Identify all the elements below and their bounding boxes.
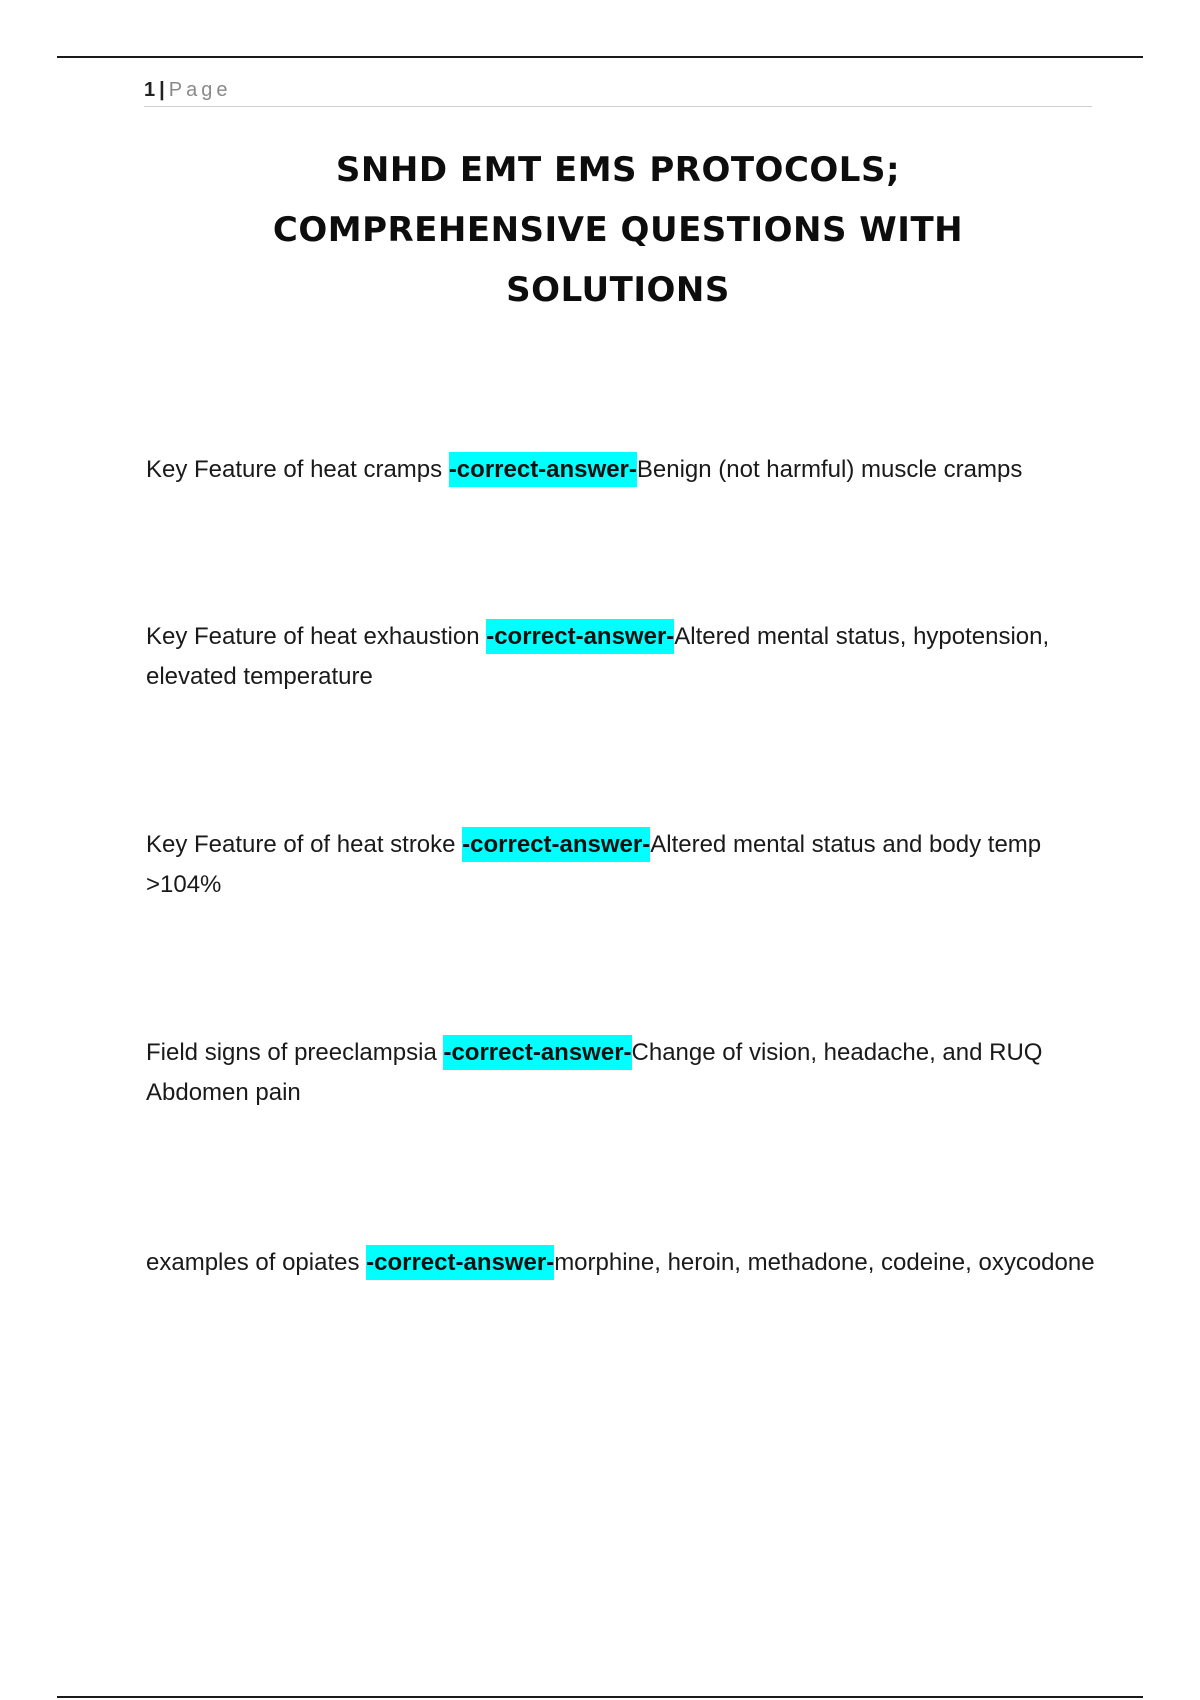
correct-answer-marker: -correct-answer- <box>443 1035 631 1070</box>
document-title <box>144 140 1092 320</box>
page-label: Page <box>168 79 232 101</box>
title-line-3: SOLUTIONS <box>506 270 730 310</box>
question-text: Field signs of preeclampsia <box>146 1039 444 1066</box>
answer-text: Altered mental status, hypotension, elevated temperature <box>146 623 1050 690</box>
top-page-rule <box>57 56 1143 58</box>
question-text: Key Feature of of heat stroke <box>146 831 463 858</box>
qa-item-heat-cramps <box>146 450 1096 490</box>
correct-answer-marker: -correct-answer- <box>449 452 637 487</box>
answer-text: Altered mental status and body temp >104% <box>146 831 1042 898</box>
question-text: examples of opiates <box>146 1249 367 1276</box>
correct-answer-marker: -correct-answer- <box>366 1245 554 1280</box>
answer-text: Benign (not harmful) muscle cramps <box>636 456 1023 483</box>
title-line-1: SNHD EMT EMS PROTOCOLS; <box>335 150 901 190</box>
correct-answer-marker: -correct-answer- <box>462 827 650 862</box>
qa-item-opiates <box>146 1243 1096 1283</box>
title-line-2: COMPREHENSIVE QUESTIONS WITH <box>272 210 964 250</box>
qa-item-heat-exhaustion <box>146 617 1096 697</box>
bottom-page-rule <box>57 1696 1143 1698</box>
correct-answer-marker: -correct-answer- <box>486 619 674 654</box>
page-number: 1 <box>144 79 156 101</box>
page-separator: | <box>159 79 165 101</box>
answer-text: Change of vision, headache, and RUQ Abdomen pain <box>146 1039 1043 1106</box>
answer-text: morphine, heroin, methadone, codeine, oxycodone <box>554 1249 1095 1276</box>
qa-item-preeclampsia <box>146 1033 1096 1113</box>
qa-item-heat-stroke <box>146 825 1096 905</box>
page-header <box>144 76 1092 107</box>
question-text: Key Feature of heat exhaustion <box>146 623 487 650</box>
question-text: Key Feature of heat cramps <box>146 456 449 483</box>
